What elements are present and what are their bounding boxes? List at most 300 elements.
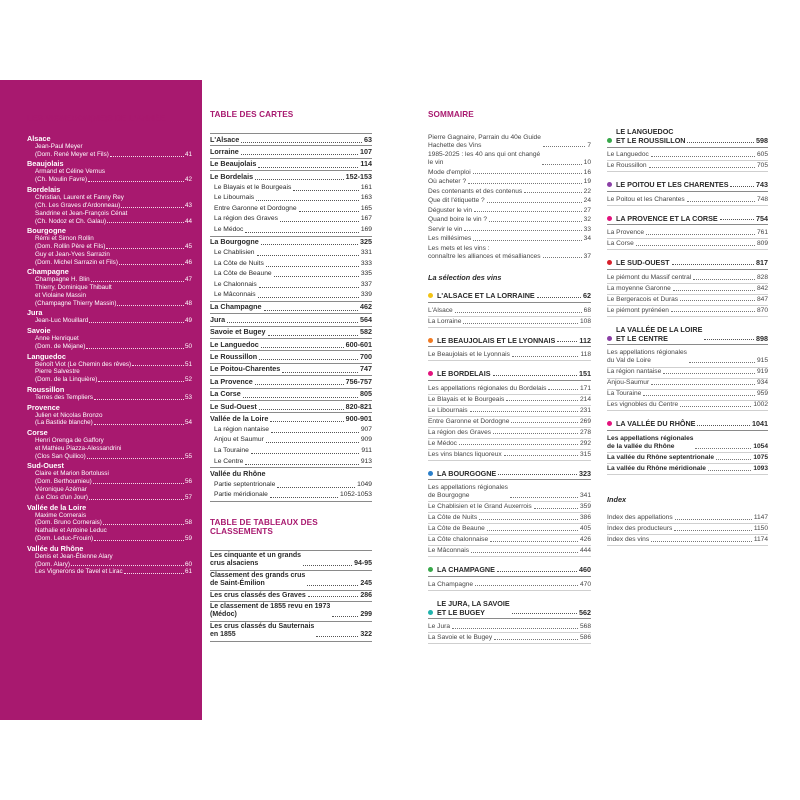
- dot-leader: [264, 310, 358, 311]
- region-sub-entry: [607, 273, 768, 284]
- page-number: 700: [360, 352, 372, 362]
- vigneron-line-label: (Ch. Les Graves d'Ardonneau): [35, 201, 121, 209]
- sommaire-entry: [428, 178, 591, 187]
- vigneron-line-label: (Dom. Bruno Cornerais): [35, 519, 102, 527]
- region-sub-entry-label: La Côte de Beaune: [428, 525, 485, 533]
- dot-leader: [227, 322, 358, 323]
- dot-leader: [636, 245, 755, 246]
- carte-entry-label: L'Alsace: [210, 134, 240, 144]
- vigneron-region: Corse: [27, 428, 48, 438]
- page-number: 47: [184, 276, 192, 284]
- sommaire-list: [428, 133, 591, 261]
- dot-leader: [274, 276, 359, 277]
- region-sub-entry-label: Les vins blancs liquoreux: [428, 450, 502, 458]
- sommaire-entry: [428, 225, 591, 234]
- sommaire-entry-label: Les mets et les vins : connaître les alliances et mésalliances: [428, 244, 541, 260]
- vigneron-line: [27, 512, 192, 520]
- sommaire-entry-label: 1985-2025 : les 40 ans qui ont changé le vin: [428, 151, 541, 167]
- carte-entry: [210, 364, 372, 375]
- vigneron-line: [27, 202, 192, 210]
- carte-sub-entry: [210, 435, 372, 446]
- page-number: 322: [360, 631, 372, 639]
- dot-leader: [468, 183, 582, 184]
- page-number: 828: [756, 273, 768, 281]
- dot-leader: [464, 230, 581, 231]
- dot-leader: [107, 218, 184, 224]
- page-number: 600-601: [345, 339, 372, 349]
- vigneron-line-label: Armand et Céline Vernus: [35, 168, 106, 176]
- carte-sub-entry-label: Le Libournais: [214, 194, 255, 202]
- region-heading-label: LA CHAMPAGNE: [437, 565, 495, 575]
- vigneron-line-label: Jean-Luc Mouillard: [35, 317, 89, 325]
- carte-entry-label: Le Poitou-Charentes: [210, 364, 281, 374]
- page-number: 151: [579, 369, 591, 379]
- region-heading: [607, 214, 768, 226]
- carte-sub-entry-label: La Côte de Beaune: [214, 270, 272, 278]
- carte-sub-entry: [210, 269, 372, 280]
- region-sub-entry: [607, 401, 768, 412]
- region-sub-entry: [607, 453, 768, 464]
- region-heading: [428, 336, 591, 348]
- region-heading-label: LE LANGUEDOC ET LE ROUSSILLON: [616, 127, 686, 145]
- vigneron-section: [27, 352, 192, 385]
- page-number: 870: [756, 306, 768, 314]
- region-sub-entry-label: La moyenne Garonne: [607, 284, 671, 292]
- page-number: 911: [361, 446, 372, 454]
- dot-leader: [258, 167, 358, 168]
- region-sub-entry-label: Les appellations régionales de la vallée du Rhône: [607, 434, 694, 451]
- cartes-list: [210, 134, 372, 502]
- region-sub-entry: [428, 428, 591, 439]
- sommaire-entry: [428, 215, 591, 224]
- sommaire-entry: [428, 168, 591, 177]
- region-sub-entry: [428, 513, 591, 524]
- region-color-dot-icon: [428, 338, 433, 343]
- vigneron-line: [27, 343, 192, 351]
- region-sub-entry-label: La Provence: [607, 229, 645, 237]
- region-sub-entry-label: Les vignobles du Centre: [607, 401, 679, 409]
- vigneron-line-label: (Dom. René Meyer et Fils): [35, 150, 109, 158]
- vigneron-line-label: (La Bastide blanche): [35, 419, 93, 427]
- page-number: 331: [360, 248, 372, 256]
- page-number: 54: [184, 419, 192, 427]
- carte-group: [210, 159, 372, 171]
- carte-sub-entry: [210, 225, 372, 236]
- region-color-dot-icon: [428, 471, 433, 476]
- vigneron-section: [27, 226, 192, 266]
- page-number: 820-821: [345, 401, 372, 411]
- dot-leader: [674, 530, 752, 531]
- page-number: 743: [756, 180, 768, 190]
- page-number: 53: [184, 393, 192, 401]
- dot-leader: [259, 359, 358, 360]
- region-sub-entry: [607, 434, 768, 453]
- vigneron-region: Vallée de la Loire: [27, 502, 87, 512]
- page-number: 470: [579, 580, 591, 588]
- dot-leader: [651, 541, 752, 542]
- region-color-dot-icon: [428, 293, 433, 298]
- vigneron-line: [27, 243, 192, 251]
- carte-entry-label: Le Beaujolais: [210, 159, 257, 169]
- sommaire-entry-label: Déguster le vin: [428, 206, 472, 214]
- vigneron-line-label: Champagne H. Blin: [35, 276, 90, 284]
- vigneron-line-label: Claire et Marion Bortolussi: [35, 470, 109, 478]
- dot-leader: [245, 464, 358, 465]
- vigneron-line: [27, 376, 192, 384]
- dot-leader: [299, 211, 359, 212]
- carte-sub-entry: [210, 290, 372, 301]
- vigneron-line-label: Denis et Jean-Étienne Alary: [35, 552, 113, 560]
- page-number: 52: [184, 376, 192, 384]
- table-des-cartes: [210, 110, 372, 642]
- vigneron-region: Provence: [27, 402, 60, 412]
- dot-leader: [704, 339, 754, 340]
- page-number: 68: [583, 306, 591, 314]
- vigneron-line: [27, 235, 192, 243]
- page-number: 42: [184, 176, 192, 184]
- region-color-dot-icon: [428, 371, 433, 376]
- vigneron-line-label: Maxime Cornerais: [35, 511, 87, 519]
- region-sub-entry: [428, 439, 591, 450]
- page-number: 1075: [753, 454, 768, 462]
- vigneron-region: Vallée du Rhône: [27, 543, 84, 553]
- vigneron-line-label: (Ch. Moulin Favre): [35, 176, 88, 184]
- dot-leader: [493, 433, 578, 434]
- carte-entry-label: La Provence: [210, 376, 253, 386]
- sommaire-entry-label: Que dit l'étiquette ?: [428, 197, 485, 205]
- dot-leader: [270, 421, 343, 422]
- page-number: 33: [583, 225, 591, 233]
- region-sub-entry: [428, 524, 591, 535]
- dot-leader: [251, 453, 360, 454]
- dot-leader: [672, 264, 754, 265]
- vigneron-line: [27, 494, 192, 502]
- vigneron-line: [27, 168, 192, 176]
- page-number: 245: [360, 579, 372, 587]
- page-number: 598: [756, 136, 768, 145]
- region-sub-entry-label: Les appellations régionales du Bordelais: [428, 384, 547, 392]
- vigneron-section: [27, 185, 192, 225]
- page-number: 108: [579, 317, 591, 325]
- dot-leader: [332, 616, 358, 617]
- classement-entry-label: Les cinquante et un grands crus alsaciens: [210, 551, 302, 567]
- region-heading: [607, 258, 768, 270]
- page-number: 1054: [753, 443, 768, 451]
- region-sub-entry: [428, 350, 591, 361]
- dot-leader: [479, 519, 578, 520]
- dot-leader: [697, 425, 750, 426]
- vigneron-region: Roussillon: [27, 384, 65, 394]
- carte-sub-entry-label: Le Chalonnais: [214, 280, 257, 288]
- page-number: 900-901: [345, 414, 372, 423]
- vigneron-line-label: Les Vignerons de Tavel et Lirac: [35, 568, 123, 576]
- dot-leader: [268, 335, 358, 336]
- region-sub-entry: [428, 306, 591, 317]
- dot-leader: [87, 453, 184, 459]
- page-number: 94-95: [354, 559, 372, 567]
- region-sub-entry-label: Le piémont du Massif central: [607, 273, 692, 281]
- dot-leader: [651, 156, 755, 157]
- carte-entry-label: Lorraine: [210, 146, 239, 156]
- page-number: 605: [756, 151, 768, 159]
- carte-sub-entry: [210, 446, 372, 457]
- dot-leader: [730, 186, 754, 187]
- page-number: 915: [756, 357, 768, 365]
- vigneron-region: Savoie: [27, 326, 51, 336]
- dot-leader: [687, 142, 754, 143]
- vigneron-region: Bourgogne: [27, 226, 66, 236]
- region-heading: [428, 291, 591, 303]
- sommaire-entry: [428, 151, 591, 169]
- carte-sub-entry-label: La Côte de Nuits: [214, 259, 264, 267]
- region-sub-entry: [607, 151, 768, 162]
- region-sub-entry: [428, 483, 591, 502]
- dot-leader: [71, 561, 184, 567]
- dot-leader: [720, 219, 754, 220]
- dot-leader: [693, 279, 755, 280]
- page-number: 27: [583, 206, 591, 214]
- vigneron-line-label: Christian, Laurent et Fanny Rey: [35, 193, 124, 201]
- page-number: 359: [579, 503, 591, 511]
- dot-leader: [257, 255, 359, 256]
- vigneron-line-label: Pierre Salvestre: [35, 368, 80, 376]
- region-sub-entry-label: Le Chablisien et le Grand Auxerrois: [428, 503, 532, 511]
- region-heading-label: LA PROVENCE ET LA CORSE: [616, 213, 718, 223]
- region-sub-entry: [607, 390, 768, 401]
- carte-sub-entry: [210, 204, 372, 215]
- region-sub-entry: [607, 306, 768, 317]
- carte-group: [210, 468, 372, 502]
- region-sub-entry: [428, 384, 591, 395]
- page-number: 1093: [753, 465, 768, 473]
- dot-leader: [241, 142, 362, 143]
- dot-leader: [649, 167, 755, 168]
- selection-title: La sélection des vins: [428, 273, 502, 283]
- carte-entry-label: La Corse: [210, 389, 241, 399]
- page-number: 405: [579, 525, 591, 533]
- carte-entry: [210, 351, 372, 362]
- vigneron-section: [27, 267, 192, 307]
- dot-leader: [490, 541, 578, 542]
- region-heading-label: LE POITOU ET LES CHARENTES: [616, 180, 729, 190]
- page-number: 1049: [357, 480, 372, 488]
- vigneron-line-label: Henri Orenga de Gaffory: [35, 437, 104, 445]
- sommaire-entry: [428, 206, 591, 215]
- vigneron-line: [27, 453, 192, 461]
- carte-group: [210, 237, 372, 302]
- dot-leader: [548, 389, 578, 390]
- vignerons-list: [27, 134, 192, 576]
- region-sub-entry-label: Le Roussillon: [607, 162, 647, 170]
- vigneron-line: [27, 276, 192, 284]
- page-number: 426: [579, 536, 591, 544]
- carte-entry: [210, 171, 372, 182]
- carte-sub-entry-label: Partie méridionale: [214, 491, 268, 499]
- page-number: 1052-1053: [340, 491, 372, 499]
- vigneron-line: [27, 445, 192, 453]
- sommaire-entry: [428, 187, 591, 196]
- vigneron-line-label: Julien et Nicolas Bronzo: [35, 411, 103, 419]
- dot-leader: [119, 259, 184, 265]
- region-heading: [607, 180, 768, 192]
- page-number: 169: [360, 225, 372, 233]
- index-entry-label: Index des producteurs: [607, 525, 673, 533]
- vigneron-line: [27, 284, 192, 292]
- dot-leader: [542, 164, 581, 165]
- carte-group: [210, 389, 372, 401]
- vigneron-section: [27, 385, 192, 402]
- vigneron-section: [27, 503, 192, 543]
- dot-leader: [89, 494, 184, 500]
- dot-leader: [103, 519, 184, 525]
- page-number: 341: [579, 492, 591, 500]
- page-number: 705: [756, 162, 768, 170]
- vigneron-line: [27, 259, 192, 267]
- page-number: 61: [184, 568, 192, 576]
- dot-leader: [259, 287, 359, 288]
- carte-entry-label: La Bourgogne: [210, 237, 259, 247]
- dot-leader: [512, 613, 577, 614]
- region-sub-entry-label: La Côte de Nuits: [428, 514, 478, 522]
- page-number: 51: [184, 360, 192, 368]
- dot-leader: [98, 376, 184, 382]
- page-number: 37: [583, 252, 591, 260]
- vigneron-line-label: (Ch. Nodoz et Ch. Galau): [35, 217, 107, 225]
- classement-entry-label: Classement des grands crus de Saint-Émilion: [210, 571, 306, 587]
- index-entry: [607, 524, 768, 535]
- page-number: 934: [756, 379, 768, 387]
- page-number: 56: [184, 478, 192, 486]
- dot-leader: [487, 202, 582, 203]
- classement-entry-label: Les crus classés du Sauternais en 1855: [210, 623, 315, 639]
- dot-leader: [493, 375, 577, 376]
- sommaire-entry-label: Servir le vin: [428, 225, 463, 233]
- dot-leader: [455, 312, 582, 313]
- page-number: 898: [756, 333, 768, 343]
- sommaire-right-column: [607, 127, 768, 546]
- region-sub-entry-label: La Lorraine: [428, 317, 462, 325]
- dot-leader: [121, 202, 184, 208]
- page-number: 747: [360, 364, 372, 374]
- dot-leader: [646, 234, 755, 235]
- vigneron-section: [27, 326, 192, 351]
- carte-entry-label: Le Sud-Ouest: [210, 401, 257, 411]
- page-number: 24: [583, 197, 591, 205]
- carte-group: [210, 171, 372, 236]
- dot-leader: [86, 343, 184, 349]
- vigneron-line: [27, 194, 192, 202]
- carte-sub-entry: [210, 259, 372, 270]
- region-sub-entry-label: L'Alsace: [428, 306, 453, 314]
- dot-leader: [680, 300, 755, 301]
- classement-entry: [210, 591, 372, 603]
- dot-leader: [534, 508, 578, 509]
- classements-title: TABLE DE TABLEAUX DES CLASSEMENTS: [210, 517, 318, 536]
- vigneron-line-label: (Dom. Alary): [35, 560, 70, 568]
- region-sub-entry-label: Les appellations régionales du Val de Loire: [607, 349, 687, 365]
- dot-leader: [708, 470, 751, 471]
- dot-leader: [557, 341, 577, 342]
- carte-entry: [210, 327, 372, 338]
- carte-group: [210, 302, 372, 314]
- page-number: 333: [360, 259, 372, 267]
- region-heading-label: LE SUD-OUEST: [616, 258, 670, 268]
- classement-entry: [210, 571, 372, 591]
- region-sub-entry-label: La région des Graves: [428, 428, 492, 436]
- region-heading-label: LE BORDELAIS: [437, 369, 491, 379]
- carte-sub-entry-label: Le Médoc: [214, 225, 244, 233]
- sommaire-entry-label: Où acheter ?: [428, 178, 467, 186]
- carte-entry-label: Jura: [210, 314, 226, 324]
- dot-leader: [261, 244, 358, 245]
- dot-leader: [270, 497, 338, 498]
- carte-entry: [210, 468, 372, 479]
- region-sub-entry: [428, 406, 591, 417]
- carte-group: [210, 146, 372, 158]
- region-sub-entry: [607, 379, 768, 390]
- page-number: 1002: [753, 401, 768, 409]
- page-number: 582: [360, 327, 372, 337]
- sommaire-entry-label: Mode d'emploi: [428, 168, 471, 176]
- dot-leader: [308, 596, 359, 597]
- region-sub-entry-label: La Savoie et le Bugey: [428, 634, 493, 642]
- region-sub-entry-label: Le Blayais et le Bourgeais: [428, 395, 505, 403]
- dot-leader: [675, 519, 752, 520]
- carte-group: [210, 364, 372, 376]
- vigneron-section: [27, 134, 192, 159]
- region-sub-entry: [607, 239, 768, 250]
- page-number: 1150: [753, 525, 768, 533]
- region-heading-label: LE JURA, LA SAVOIE ET LE BUGEY: [437, 598, 510, 617]
- region-sub-entry: [428, 633, 591, 644]
- page-number: 460: [579, 565, 591, 575]
- dot-leader: [316, 636, 358, 637]
- vigneron-line: [27, 527, 192, 535]
- dot-leader: [271, 432, 359, 433]
- index-title: Index: [607, 495, 627, 505]
- dot-leader: [94, 419, 184, 425]
- page-number: 564: [360, 314, 372, 324]
- vigneron-region: Bordelais: [27, 184, 61, 194]
- region-color-dot-icon: [428, 610, 433, 615]
- dot-leader: [245, 232, 358, 233]
- region-sub-entry-label: La Corse: [607, 240, 634, 248]
- dot-leader: [487, 530, 578, 531]
- region-sub-entry: [428, 317, 591, 328]
- vigneron-line-label: (Le Clos d'un Jour): [35, 493, 89, 501]
- carte-group: [210, 327, 372, 339]
- carte-sub-entry-label: Anjou et Saumur: [214, 436, 264, 444]
- dot-leader: [89, 317, 184, 323]
- dot-leader: [452, 628, 578, 629]
- dot-leader: [266, 266, 359, 267]
- page-number: 323: [579, 468, 591, 478]
- vigneron-section: [27, 428, 192, 461]
- page-number: 299: [360, 611, 372, 619]
- sommaire-entry-label: Les millésimes: [428, 235, 472, 243]
- carte-entry: [210, 413, 372, 424]
- region-sub-entry-label: La Touraine: [607, 390, 642, 398]
- region-sub-entry-label: Le piémont pyrénéen: [607, 306, 669, 314]
- vigneron-line-label: (Dom. Leduc-Frouin): [35, 535, 94, 543]
- region-sub-entry: [428, 535, 591, 546]
- classement-entry: [210, 622, 372, 642]
- page-number: 60: [184, 560, 192, 568]
- carte-group: [210, 351, 372, 363]
- page-number: 118: [580, 351, 591, 359]
- region-sub-entry: [607, 295, 768, 306]
- dot-leader: [543, 257, 582, 258]
